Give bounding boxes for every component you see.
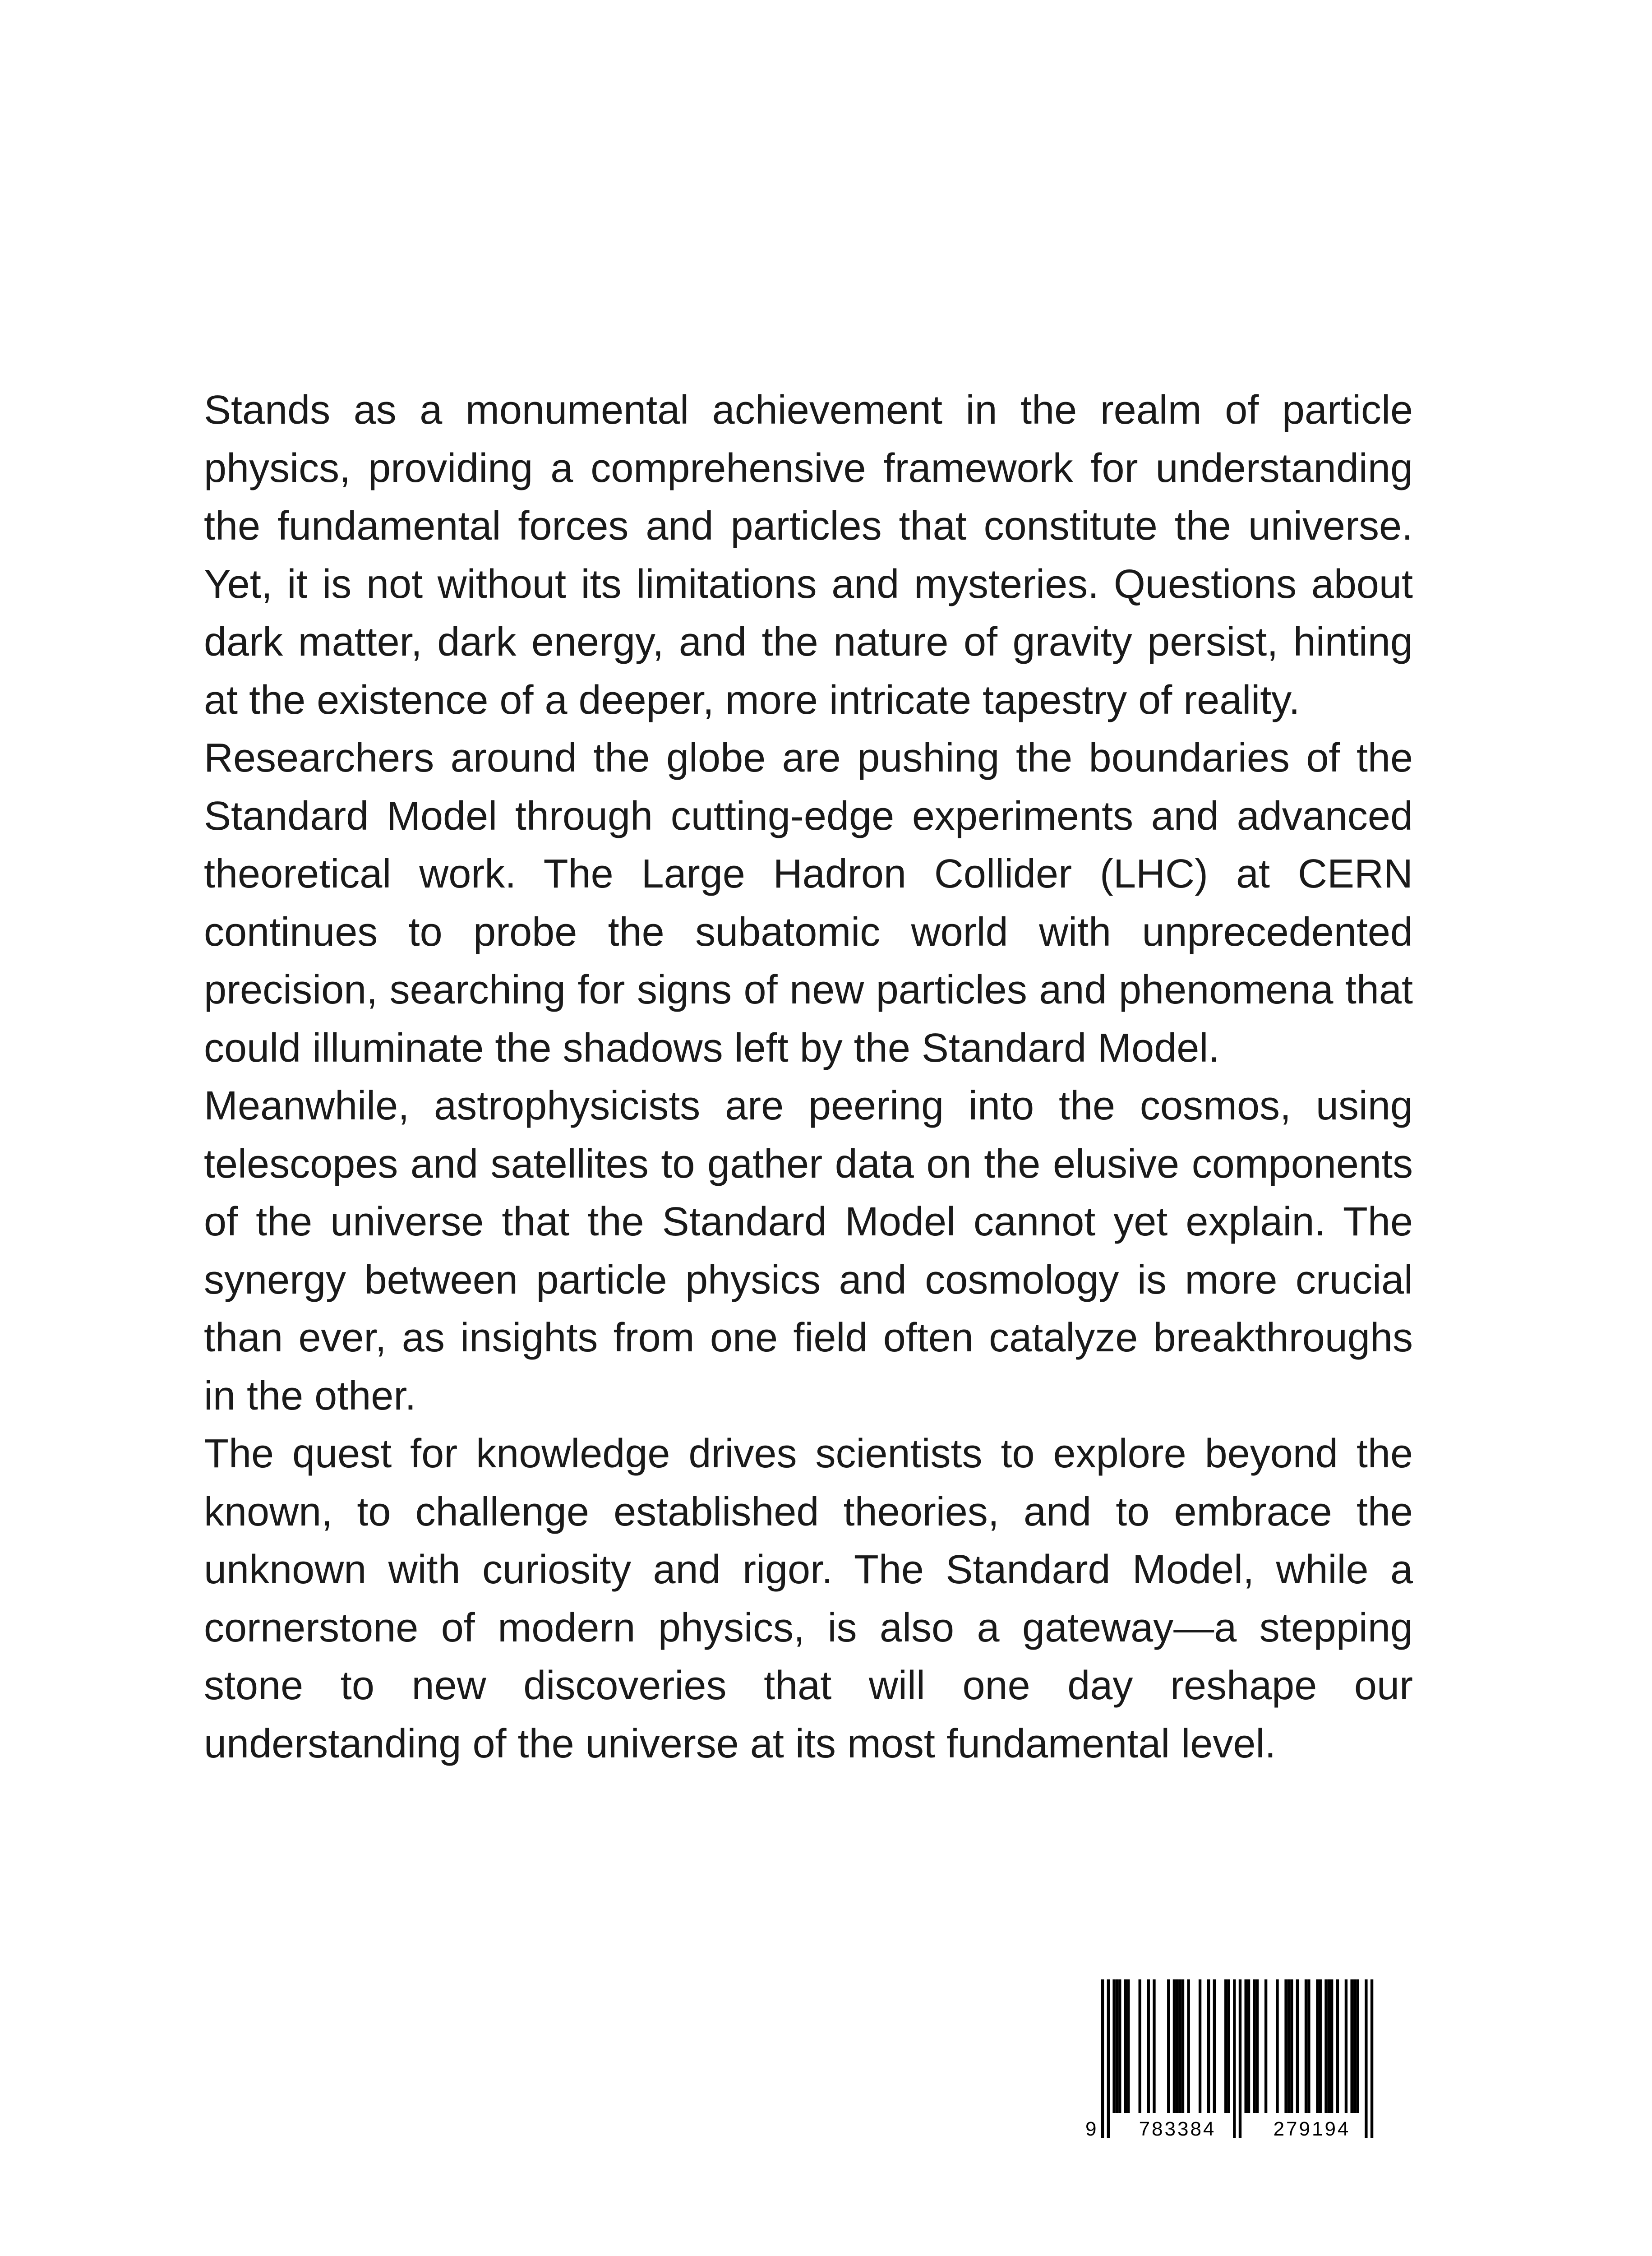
barcode-bar [1345,1979,1347,2113]
barcode-bar [1224,1979,1227,2113]
barcode-bar [1307,1979,1310,2113]
barcode-bars [1101,1979,1373,2138]
barcode-bar [1353,1979,1356,2113]
barcode-digit-first: 9 [1085,2118,1097,2140]
barcode-bar [1336,1979,1339,2113]
blurb-paragraph-1: Stands as a monumental achievement in the realm of particle physics, providing a comprehensive framework for understanding the fundamental forces and particles that constitute the universe. Yet, it is not without its limitations and mysteries. Questions about dark matter, dark energy, and the nature of gravity persist, hinting at the existence of a deeper, more intricate tapestry of reality. [204,388,1413,723]
barcode-bar [1245,1979,1247,2113]
barcode-bar [1296,1979,1299,2113]
barcode-bar [1227,1979,1230,2113]
barcode-bar [1199,1979,1201,2113]
barcode-bar [1319,1979,1322,2113]
barcode-bar [1247,1979,1250,2113]
barcode-bar [1328,1979,1330,2113]
barcode-bar [1324,1979,1327,2113]
barcode-digits-left: 783384 [1139,2118,1216,2140]
barcode-digits-right: 279194 [1273,2118,1351,2140]
blurb-paragraph-3: Meanwhile, astrophysicists are peering into the cosmos, using telescopes and satellites to gather data on the elusive components of the universe that the Standard Model cannot yet explain. The synergy between particle physics and cosmology is more crucial than ever, as insights from one field often catalyze breakthroughs in the other. [204,1083,1413,1419]
barcode-bar [1173,1979,1176,2113]
barcode-bar [1112,1979,1115,2113]
barcode-bar [1187,1979,1190,2113]
barcode-bar [1124,1979,1127,2113]
barcode-bar [1139,1979,1141,2113]
barcode-bar [1256,1979,1259,2113]
barcode-bar [1127,1979,1130,2113]
barcode-bar [1305,1979,1307,2113]
barcode-bar [1118,1979,1121,2113]
barcode-bar [1350,1979,1353,2113]
barcode-bar [1330,1979,1333,2113]
blurb-text [204,381,1413,1773]
barcode-bar [1167,1979,1170,2113]
barcode-guard-bar [1239,1979,1241,2138]
barcode-guard-bar [1371,1979,1373,2138]
barcode-bar [1316,1979,1319,2113]
barcode-guard-bar [1101,1979,1104,2138]
barcode-bar [1276,1979,1278,2113]
blurb-paragraph-2: Researchers around the globe are pushing the boundaries of the Standard Model through cutting-edge experiments and advanced theoretical work. The Large Hadron Collider (LHC) at CERN continues to probe the subatomic world with unprecedented precision, searching for signs of new particles and phenomena that could illuminate the shadows left by the Standard Model. [204,735,1413,1071]
barcode-bar [1264,1979,1267,2113]
barcode-guard-bar [1365,1979,1367,2138]
barcode-bar [1253,1979,1256,2113]
barcode-bar [1116,1979,1118,2113]
barcode-bar [1176,1979,1178,2113]
isbn-barcode [1082,1977,1389,2142]
blurb-paragraph-4: The quest for knowledge drives scientists to explore beyond the known, to challenge established theories, and to embrace the unknown with curiosity and rigor. The Standard Model, while a cornerstone of modern physics, is also a gateway—a stepping stone to new discoveries that will one day reshape our understanding of the universe at its most fundamental level. [204,1431,1413,1766]
barcode-guard-bar [1107,1979,1110,2138]
barcode-guard-bar [1233,1979,1236,2138]
barcode-graphic [1082,1977,1389,2142]
barcode-bar [1147,1979,1150,2113]
barcode-bar [1290,1979,1293,2113]
barcode-bar [1287,1979,1290,2113]
barcode-bar [1181,1979,1184,2113]
barcode-bar [1356,1979,1359,2113]
barcode-bar [1178,1979,1181,2113]
barcode-bar [1284,1979,1287,2113]
barcode-bar [1213,1979,1216,2113]
barcode-bar [1207,1979,1210,2113]
barcode-bar [1153,1979,1155,2113]
